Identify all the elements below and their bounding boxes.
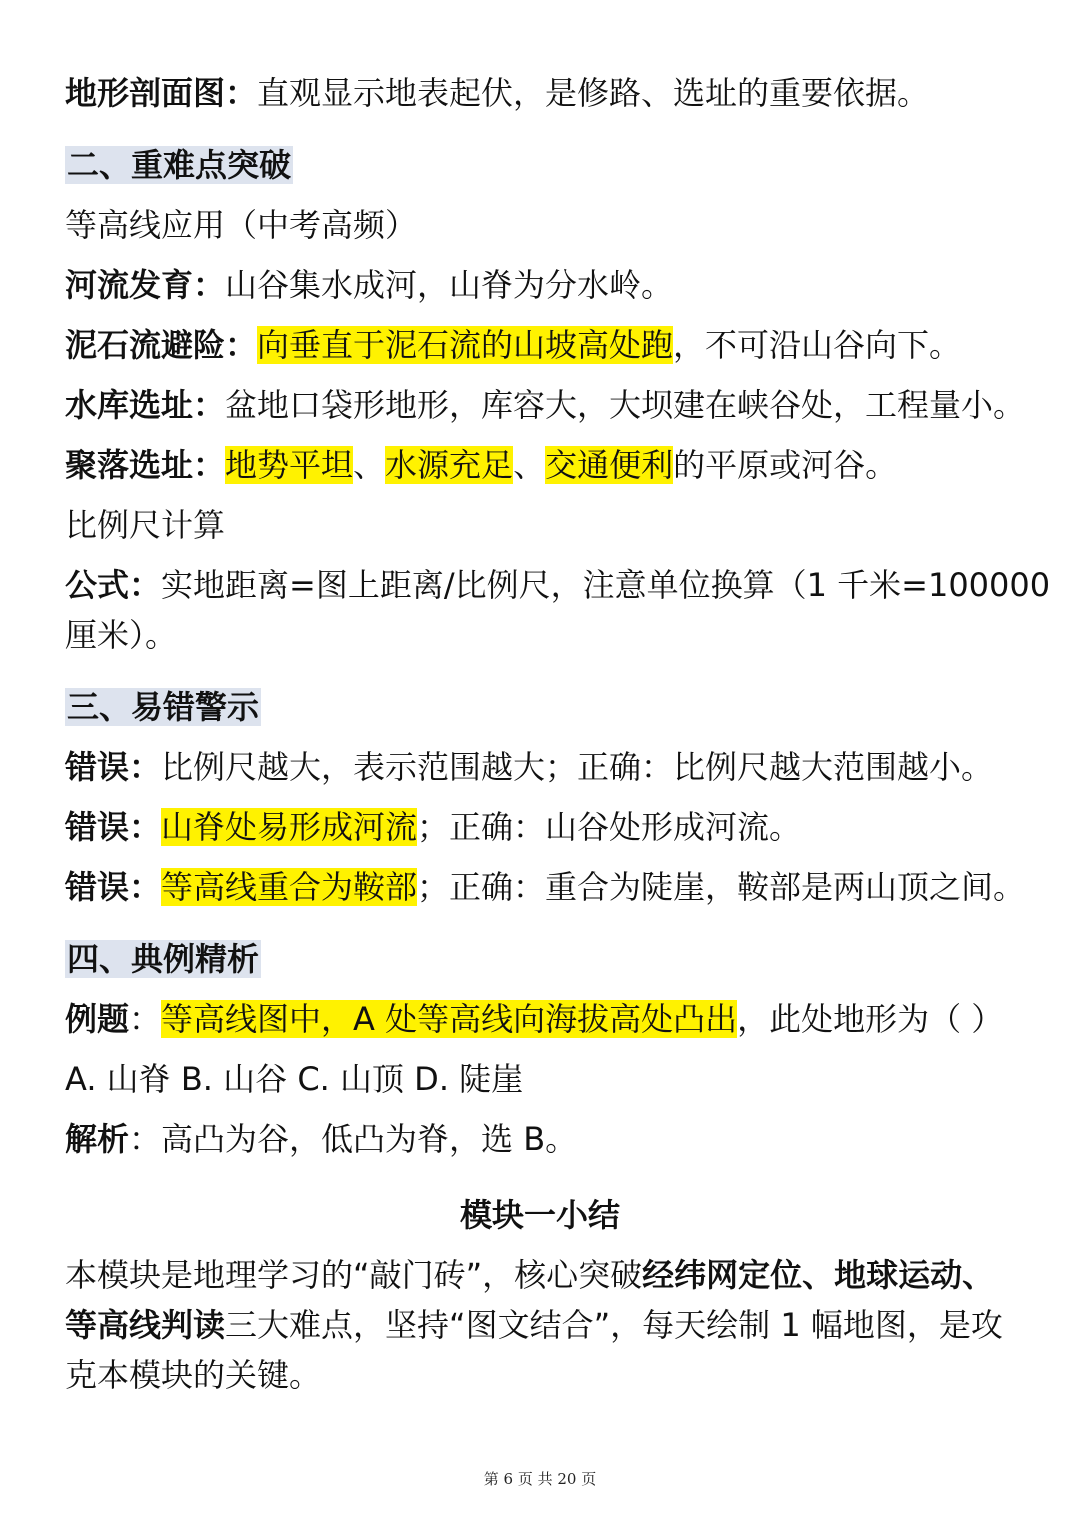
mistake-2 [65,802,1020,852]
term: 解析 [65,1120,130,1158]
text: 本模块是地理学习的“敲门砖”，核心突破 [65,1256,643,1294]
terrain-profile-line [65,68,1020,118]
page-footer: 第 6 页 共 20 页 [483,1470,597,1488]
heading: 三、易错警示 [67,688,260,726]
bold-text: 经纬网定位、地球运动、等高线判读 [65,1256,995,1344]
highlight: 等高线图中，A 处等高线向海拔高处凸出 [161,1000,738,1038]
text: ；正确：山谷处形成河流。 [417,808,802,846]
colon: ： [129,1000,162,1038]
text: 三大难点，坚持“图文结合”，每天绘制 1 幅地图，是攻克本模块的关键。 [65,1306,1003,1394]
term: 错误： [65,868,162,906]
formula-line [65,560,1051,610]
term: 地形剖面图： [65,74,258,112]
heading: 四、典例精析 [67,940,260,978]
summary-paragraph [65,1250,1020,1400]
term: 河流发育： [65,266,226,304]
term: 例题 [65,1000,130,1038]
term: 错误： [65,748,162,786]
example-question [65,994,1020,1044]
heading: 二、重难点突破 [67,146,292,184]
term: 错误： [65,808,162,846]
text: 直观显示地表起伏，是修路、选址的重要依据。 [257,74,930,112]
example-options: A. 山脊 B. 山谷 C. 山顶 D. 陡崖 [65,1060,524,1098]
text: ，不可沿山谷向下。 [673,326,962,364]
section-heading-4 [65,934,1020,984]
text: ；正确：重合为陡崖，鞍部是两山顶之间。 [417,868,1026,906]
highlight: 地势平坦 [225,446,354,484]
item-settlement [65,440,1020,490]
text: 山谷集水成河，山脊为分水岭。 [225,266,674,304]
mistake-3 [65,862,1026,912]
item-river [65,260,1020,310]
term: 水库选址： [65,386,226,424]
subheading-scale: 比例尺计算 [65,506,226,544]
separator: 、 [353,446,386,484]
term: 聚落选址： [65,446,226,484]
highlight: 山脊处易形成河流 [161,808,418,846]
item-reservoir [65,380,1026,430]
term: 公式： [65,566,162,604]
text: 实地距离=图上距离/比例尺，注意单位换算（1 千米=100000 [161,566,1051,604]
mistake-1 [65,742,1020,792]
item-debris-flow [65,320,1020,370]
highlight: 交通便利 [545,446,674,484]
text: ，此处地形为（ ） [737,1000,1004,1038]
formula-continuation: 厘米）。 [65,616,178,654]
separator: 、 [513,446,546,484]
highlight: 水源充足 [385,446,514,484]
section-heading-3 [65,682,1020,732]
section-heading-2 [65,140,1020,190]
text: 比例尺越大，表示范围越大；正确：比例尺越大范围越小。 [161,748,994,786]
highlight: 等高线重合为鞍部 [161,868,418,906]
highlight: 向垂直于泥石流的山坡高处跑 [257,326,674,364]
text: 盆地口袋形地形，库容大，大坝建在峡谷处，工程量小。 [225,386,1026,424]
summary-title: 模块一小结 [459,1196,620,1234]
subheading-contour: 等高线应用（中考高频） [65,206,418,244]
example-analysis [65,1114,1020,1164]
text: ：高凸为谷，低凸为脊，选 B。 [129,1120,578,1158]
term: 泥石流避险： [65,326,258,364]
text: 的平原或河谷。 [673,446,898,484]
